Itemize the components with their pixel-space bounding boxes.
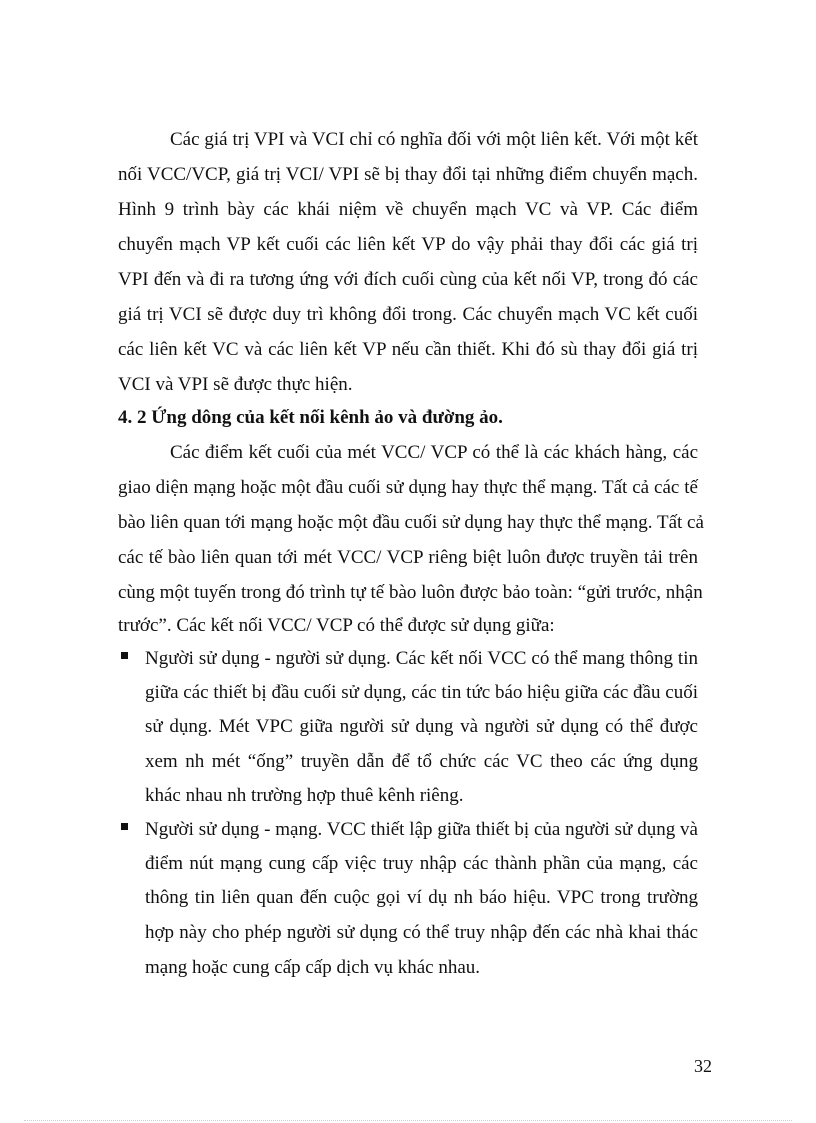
bullet-2-line: hợp này cho phép người sử dụng có thể truy nhập đến các nhà khai thác [145,922,698,943]
bullet-1-line: xem nh mét “ống” truyền dẫn để tổ chức các VC theo các ứng dụng [145,751,698,772]
paragraph-2-line: Các điểm kết cuối của mét VCC/ VCP có thể là các khách hàng, các [170,442,698,463]
bullet-1-line: sử dụng. Mét VPC giữa người sử dụng và người sử dụng có thể được [145,716,698,737]
section-heading: 4. 2 Ứng dông của kết nối kênh ảo và đường ảo. [118,407,503,428]
paragraph-1-line: Hình 9 trình bày các khái niệm về chuyển mạch VC và VP. Các điểm [118,199,698,220]
paragraph-2-line: giao diện mạng hoặc một đầu cuối sử dụng hay thực thể mạng. Tất cả các tế [118,477,698,498]
footer-divider [24,1120,792,1121]
bullet-1-line: khác nhau nh trường hợp thuê kênh riêng. [145,785,464,806]
paragraph-1-line: Các giá trị VPI và VCI chỉ có nghĩa đối với một liên kết. Với một kết [170,129,698,150]
bullet-2-line: mạng hoặc cung cấp cấp dịch vụ khác nhau. [145,957,481,978]
bullet-2-line: điểm nút mạng cung cấp việc truy nhập các thành phần của mạng, các [145,853,698,874]
bullet-2-line: Người sử dụng - mạng. VCC thiết lập giữa thiết bị của người sử dụng và [145,819,698,840]
paragraph-2-line: bào liên quan tới mạng hoặc một đầu cuối sử dụng hay thực thể mạng. Tất cả [118,512,704,533]
paragraph-2-line: cùng một tuyến trong đó trình tự tế bào luôn được bảo toàn: “gửi trước, nhận [118,582,703,603]
bullet-1-line: giữa các thiết bị đầu cuối sử dụng, các tin tức báo hiệu giữa các đầu cuối [145,682,698,703]
paragraph-1-line: giá trị VCI sẽ được duy trì không đổi trong. Các chuyển mạch VC kết cuối [118,304,698,325]
bullet-2-line: thông tin liên quan đến cuộc gọi ví dụ nh báo hiệu. VPC trong trường [145,887,698,908]
paragraph-2-line: các tế bào liên quan tới mét VCC/ VCP riêng biệt luôn được truyền tải trên [118,547,698,568]
paragraph-1-line: các liên kết VC và các liên kết VP nếu cần thiết. Khi đó sù thay đổi giá trị [118,339,698,360]
paragraph-1-line: chuyển mạch VP kết cuối các liên kết VP do vậy phải thay đổi các giá trị [118,234,698,255]
paragraph-1-line: VPI đến và đi ra tương ứng với đích cuối cùng của kết nối VP, trong đó các [118,269,698,290]
bullet-1-line: Người sử dụng - người sử dụng. Các kết nối VCC có thể mang thông tin [145,648,698,669]
page-number: 32 [694,1056,712,1076]
bullet-marker [121,652,128,659]
paragraph-1-line: VCI và VPI sẽ được thực hiện. [118,374,353,395]
bullet-marker [121,823,128,830]
paragraph-1-line: nối VCC/VCP, giá trị VCI/ VPI sẽ bị thay đổi tại những điểm chuyển mạch. [118,164,698,185]
paragraph-2-line: trước”. Các kết nối VCC/ VCP có thể được sử dụng giữa: [118,615,555,636]
